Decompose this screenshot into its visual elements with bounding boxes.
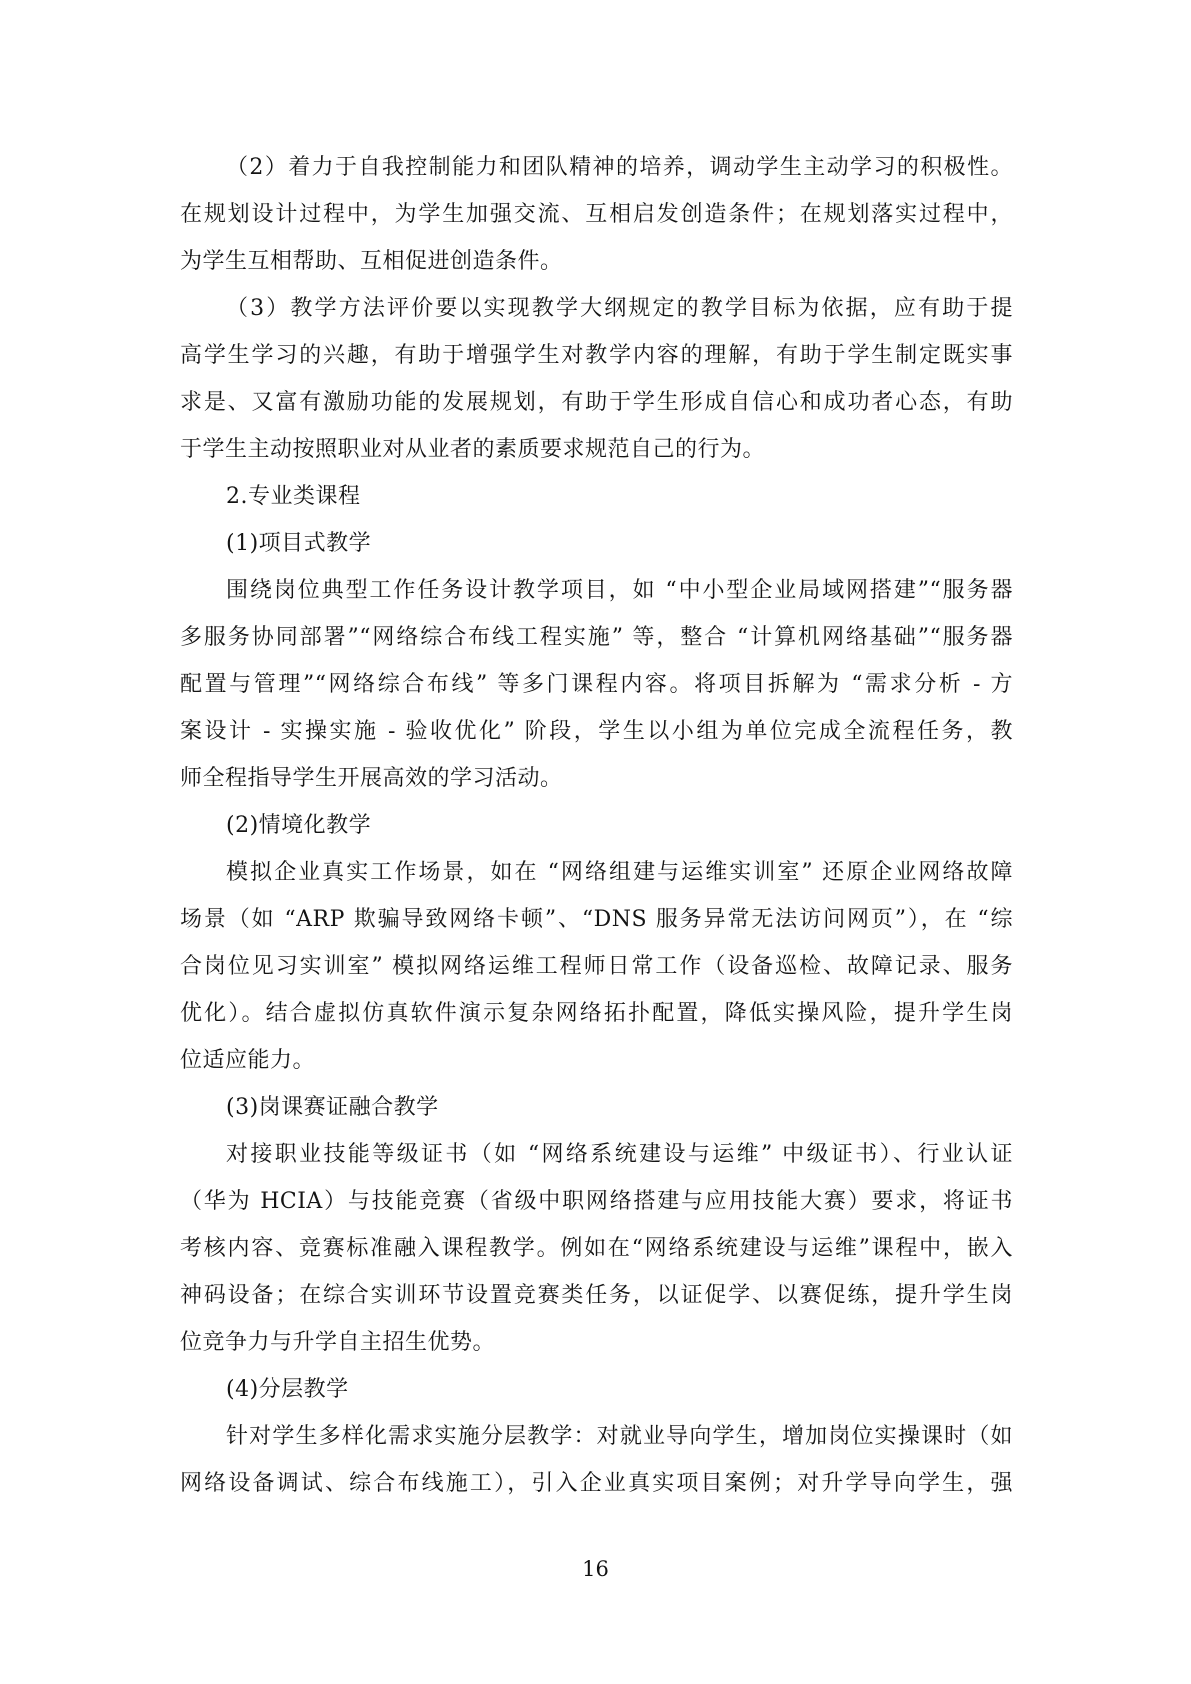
heading — [180, 1084, 1013, 1131]
text-line: 场景（如 “ARP 欺骗导致网络卡顿”、“DNS 服务异常无法访问网页”），在 “综 — [180, 907, 1013, 932]
text-line: (1)项目式教学 — [226, 531, 372, 556]
text-line: 考核内容、竞赛标准融入课程教学。例如在“网络系统建设与运维”课程中，嵌入 — [180, 1236, 1013, 1261]
paragraph — [180, 1413, 1013, 1507]
text-line: 位适应能力。 — [180, 1048, 316, 1073]
paragraph — [180, 285, 1013, 473]
text-line: 高学生学习的兴趣，有助于增强学生对教学内容的理解，有助于学生制定既实事 — [180, 343, 1013, 368]
text-line: 神码设备；在综合实训环节设置竞赛类任务，以证促学、以赛促练，提升学生岗 — [180, 1283, 1013, 1308]
paragraph — [180, 567, 1013, 802]
text-line: (3)岗课赛证融合教学 — [226, 1095, 439, 1120]
text-line: 案设计 - 实操实施 - 验收优化” 阶段，学生以小组为单位完成全流程任务，教 — [180, 719, 1013, 744]
text-line: 合岗位见习实训室” 模拟网络运维工程师日常工作（设备巡检、故障记录、服务 — [180, 954, 1013, 979]
text-line: 网络设备调试、综合布线施工），引入企业真实项目案例；对升学导向学生，强 — [180, 1471, 1013, 1496]
text-line: 针对学生多样化需求实施分层教学：对就业导向学生，增加岗位实操课时（如 — [226, 1424, 1013, 1449]
text-line: 位竞争力与升学自主招生优势。 — [180, 1330, 496, 1355]
text-line: 多服务协同部署”“网络综合布线工程实施” 等，整合 “计算机网络基础”“服务器 — [180, 625, 1013, 650]
paragraph — [180, 1131, 1013, 1366]
text-line: 在规划设计过程中，为学生加强交流、互相启发创造条件；在规划落实过程中， — [180, 202, 1013, 227]
text-line: 配置与管理”“网络综合布线” 等多门课程内容。将项目拆解为 “需求分析 - 方 — [180, 672, 1013, 697]
page-number: 16 — [582, 1557, 609, 1581]
text-line: （2）着力于自我控制能力和团队精神的培养，调动学生主动学习的积极性。 — [226, 155, 1013, 180]
text-line: 模拟企业真实工作场景，如在 “网络组建与运维实训室” 还原企业网络故障 — [226, 860, 1013, 885]
heading — [180, 802, 1013, 849]
text-line: 师全程指导学生开展高效的学习活动。 — [180, 766, 563, 791]
text-line: (4)分层教学 — [226, 1377, 349, 1402]
text-line: （3）教学方法评价要以实现教学大纲规定的教学目标为依据，应有助于提 — [226, 296, 1013, 321]
text-line: 优化）。结合虚拟仿真软件演示复杂网络拓扑配置，降低实操风险，提升学生岗 — [180, 1001, 1013, 1026]
paragraph — [180, 849, 1013, 1084]
text-line: 求是、又富有激励功能的发展规划，有助于学生形成自信心和成功者心态，有助 — [180, 390, 1013, 415]
text-line: 于学生主动按照职业对从业者的素质要求规范自己的行为。 — [180, 437, 766, 462]
text-line: 2.专业类课程 — [226, 484, 361, 509]
paragraph — [180, 144, 1013, 285]
heading — [180, 1366, 1013, 1413]
text-line: （华为 HCIA）与技能竞赛（省级中职网络搭建与应用技能大赛）要求，将证书 — [180, 1189, 1013, 1214]
document-body — [180, 144, 1013, 1507]
text-line: 对接职业技能等级证书（如 “网络系统建设与运维” 中级证书）、行业认证 — [226, 1142, 1013, 1167]
text-line: (2)情境化教学 — [226, 813, 372, 838]
text-line: 为学生互相帮助、互相促进创造条件。 — [180, 249, 563, 274]
text-line: 围绕岗位典型工作任务设计教学项目，如 “中小型企业局域网搭建”“服务器 — [226, 578, 1013, 603]
heading — [180, 473, 1013, 520]
heading — [180, 520, 1013, 567]
